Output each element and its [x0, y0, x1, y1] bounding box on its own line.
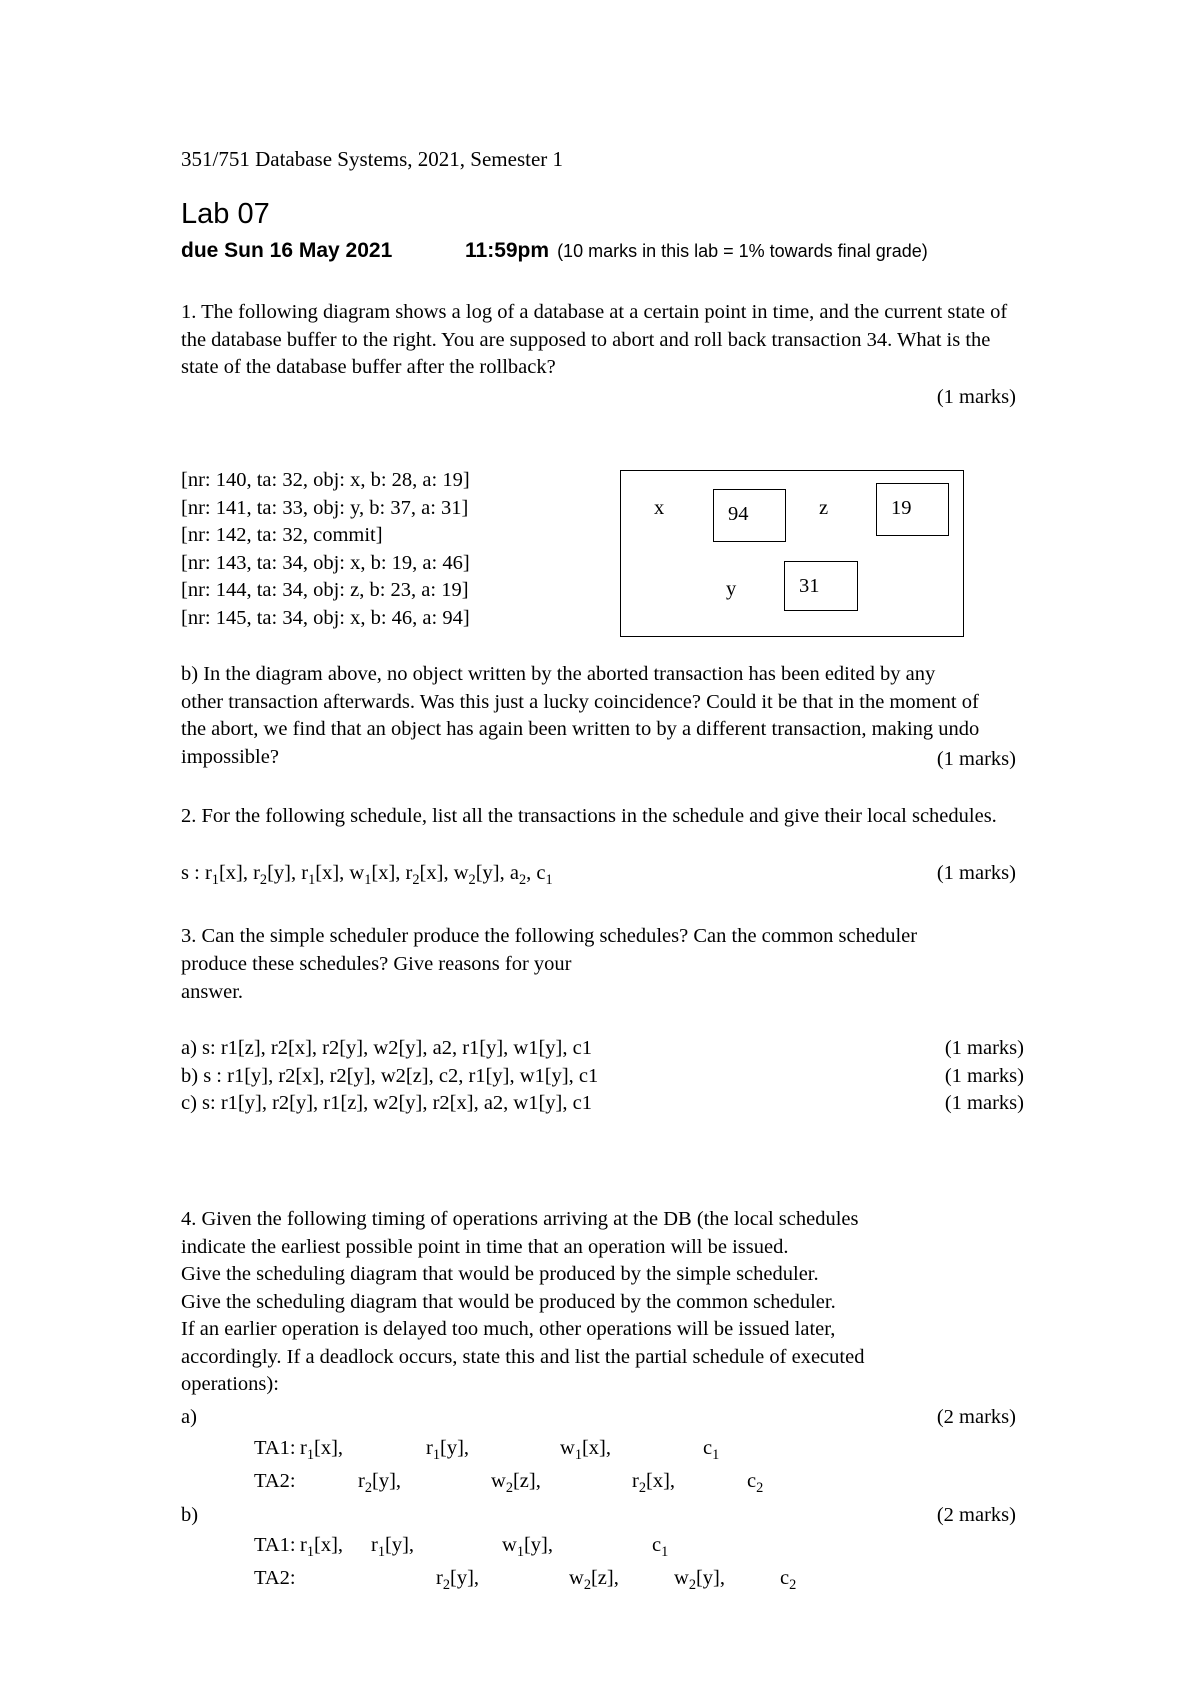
schedule-operation: $r_1[x]$, — [204, 862, 248, 889]
q4-text: 4. Given the following timing of operations arriving at the DB (the local schedules indicate the earliest possible point in time that an operation will be issued. Give the scheduling diagram that would be produced by the simple scheduler. Give the scheduling diagram that would be produced by the common scheduler. If an earlier operation is delayed too much, other operations will be issued later, accordingly. If a deadlock occurs, state this and list the partial schedule of executed operations): — [181, 1208, 865, 1395]
q4a-ta2 — [0, 1468, 1200, 1496]
ta-label: TA2: — [254, 1470, 296, 1492]
lab-title: Lab 07 — [181, 198, 270, 230]
schedule-operation: $r_2[x]$, — [632, 1470, 676, 1497]
schedule-operation: $r_1[y]$, — [426, 1437, 470, 1464]
schedule-operation: $w_1[x]$, — [560, 1437, 612, 1464]
q1b-text: b) In the diagram above, no object written by the aborted transaction has been edited by any other transaction afterwards. Was this just a lucky coincidence? Could it be that in the moment of the abort, we find that an object has again been written to by a different transaction, making undo impossible? — [181, 663, 980, 768]
schedule-operation: $c_1$ — [652, 1534, 669, 1561]
schedule-operation: $r_1[x]$, — [300, 1534, 344, 1561]
q1-text: 1. The following diagram shows a log of a database at a certain point in time, and the current state of the database buffer to the right. You are supposed to abort and roll back transaction 34. What is the state of the database buffer after the rollback? — [181, 301, 1008, 378]
log-line: [nr: 140, ta: 32, obj: x, b: 28, a: 19] — [181, 469, 470, 491]
grade-note: (10 marks in this lab = 1% towards final grade) — [557, 241, 928, 261]
q4b-label: b) — [181, 1504, 199, 1526]
q3-text-2: answer. — [181, 981, 244, 1003]
schedule-operation: $r_2[y]$, — [436, 1567, 480, 1594]
schedule-operation: $a_2$, — [509, 862, 532, 889]
q3-item-marks: (1 marks) — [944, 1092, 1024, 1114]
due-line — [181, 237, 928, 265]
schedule-operation: $r_2[x]$, — [405, 862, 449, 889]
log-line: [nr: 142, ta: 32, commit] — [181, 524, 383, 546]
ta-label: TA1: — [254, 1437, 296, 1459]
buffer-label-y: y — [726, 578, 737, 600]
log-records — [181, 467, 470, 632]
q1b-marks: (1 marks) — [936, 748, 1016, 770]
q1-marks: (1 marks) — [936, 386, 1016, 408]
log-line: [nr: 144, ta: 34, obj: z, b: 23, a: 19] — [181, 579, 469, 601]
schedule-operation: $r_2[y]$, — [253, 862, 297, 889]
q3-item-marks: (1 marks) — [944, 1037, 1024, 1059]
log-line: [nr: 143, ta: 34, obj: x, b: 19, a: 46] — [181, 551, 470, 574]
q4b-ta2 — [0, 1565, 1200, 1593]
course-title: 351/751 Database Systems, 2021, Semester 1 — [181, 147, 564, 171]
schedule-operation: $w_2[z]$, — [569, 1567, 619, 1594]
q4a-ta1 — [0, 1435, 1200, 1463]
schedule-operation: $c_1$ — [703, 1437, 720, 1464]
buffer-label-z: z — [819, 497, 829, 519]
buffer-cell-z: 19 — [876, 483, 949, 536]
ta-label: TA1: — [254, 1534, 296, 1556]
schedule-operation: $c_2$ — [780, 1567, 797, 1594]
log-line: [nr: 145, ta: 34, obj: x, b: 46, a: 94] — [181, 606, 470, 629]
schedule-operation: $r_1[y]$, — [371, 1534, 415, 1561]
schedule-operation: $w_2[z]$, — [491, 1470, 541, 1497]
buffer-cell-x: 94 — [713, 489, 786, 542]
q3-text: 3. Can the simple scheduler produce the following schedules? Can the common scheduler produce these schedules? Give reasons for your — [181, 925, 918, 975]
schedule-operation: $w_1[x]$, — [349, 862, 401, 889]
schedule-operation: $c_1$ — [536, 862, 553, 889]
schedule-operation: $r_1[x]$, — [301, 862, 345, 889]
schedule-operation: $r_1[x]$, — [300, 1437, 344, 1464]
database-buffer — [620, 470, 964, 637]
schedule-operation: $c_2$ — [747, 1470, 764, 1497]
log-line: [nr: 141, ta: 33, obj: y, b: 37, a: 31] — [181, 496, 469, 519]
q2-marks: (1 marks) — [936, 862, 1016, 884]
q2-text: 2. For the following schedule, list all the transactions in the schedule and give their local schedules. — [181, 805, 997, 827]
buffer-cell-y: 31 — [784, 561, 858, 611]
q3-item-marks: (1 marks) — [944, 1065, 1024, 1087]
q4a-label: a) — [181, 1406, 197, 1428]
due-date: due Sun 16 May 2021 — [181, 239, 393, 262]
ta-label: TA2: — [254, 1567, 296, 1589]
schedule-operation: $w_1[y]$, — [502, 1534, 554, 1561]
schedule-operation: $r_2[y]$, — [358, 1470, 402, 1497]
due-time: 11:59pm (10 marks in this lab = 1% towards final grade) — [465, 239, 928, 262]
buffer-label-x: x — [654, 497, 665, 519]
q4a-marks: (2 marks) — [936, 1406, 1016, 1428]
q2-schedule: s : $r_1[x]$, $r_2[y]$, $r_1[x]$, $w_1[x]$, $r_2[x]$, $w_2[y]$, $a_2$, $c_1$ — [181, 862, 553, 889]
q4b-marks: (2 marks) — [936, 1504, 1016, 1526]
q4b-ta1 — [0, 1532, 1200, 1560]
schedule-operation: $w_2[y]$, — [453, 862, 505, 889]
schedule-operation: $w_2[y]$, — [674, 1567, 726, 1594]
